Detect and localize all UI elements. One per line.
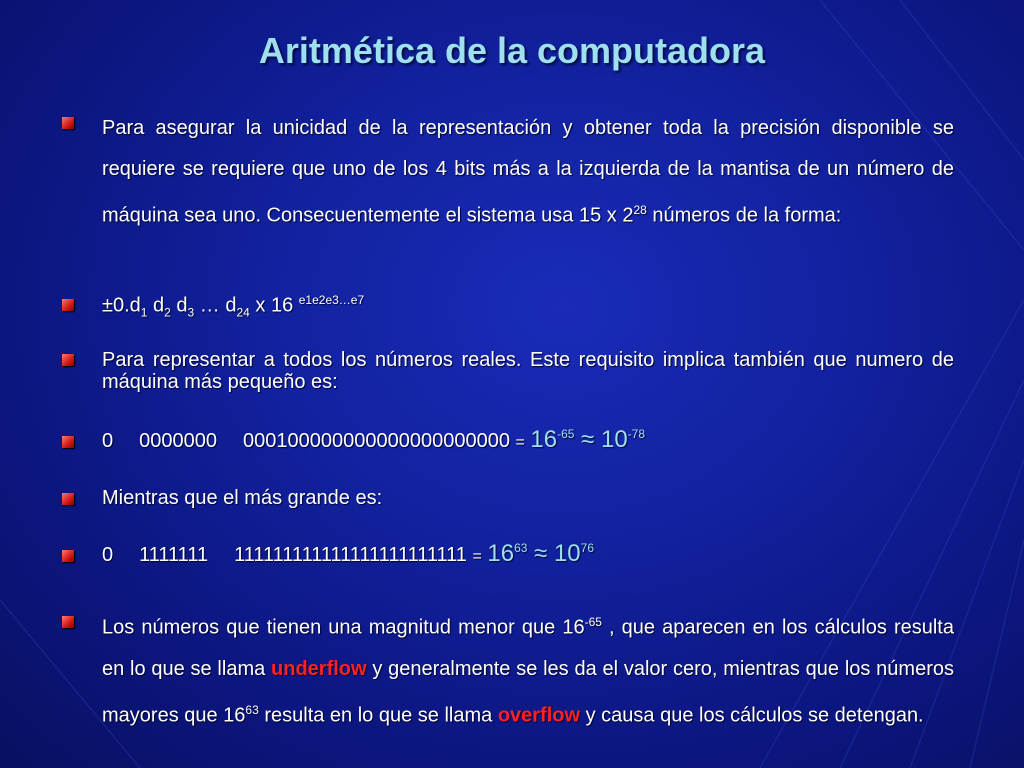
bullet-icon (62, 436, 74, 448)
paragraph-smallest-intro: Para representar a todos los números reales. Este requisito implica también que numero de máquina más pequeño es: (102, 349, 954, 393)
paragraph-underflow-overflow: Los números que tienen una magnitud menor que $16^{-65}$ , que aparecen en los cálculos resulta en lo que se llama underflow y generalmente se les da el valor cero, mientras que los números mayores que $16^{63}$ resulta en lo que se llama overflow y causa que los cálculos se detengan. (102, 615, 954, 727)
bullet-icon (62, 117, 74, 129)
bullet-icon (62, 299, 74, 311)
underflow-term: underflow (271, 657, 367, 680)
bullet-item-uniqueness (62, 108, 954, 237)
bullet-icon (62, 616, 74, 628)
bullet-item-largest-intro (62, 487, 954, 510)
bullet-icon (62, 354, 74, 366)
paragraph-uniqueness: Para asegurar la unicidad de la representación y obtener toda la precisión disponible se requiere se requiere que uno de los 4 bits más a la izquierda de la mantisa de un número de máquina sea uno. Consecuentemente el sistema usa 15 x $2^{28}$ números de la forma: (102, 117, 954, 227)
bullet-item-underflow-overflow (62, 602, 954, 736)
bullet-item-number-form (62, 293, 954, 320)
slide-title: Aritmética de la computadora (258, 30, 766, 71)
bullet-icon (62, 550, 74, 562)
bullet-icon (62, 493, 74, 505)
overflow-term: overflow (497, 704, 581, 727)
smallest-number-representation: 0 0000000 $000100000000000000000000 = 16^{-65} \approx 10^{-78}$ (102, 426, 646, 453)
number-form-formula: $\pm 0.d_1$ $d_2$ $d_3$ … $d_{24}$ x 16 $^{e1e2e3\dots e7}$ (102, 293, 365, 320)
bullet-item-largest-value (62, 540, 954, 568)
largest-number-representation: 0 1111111 $111111111111111111111111 = 16^{63} \approx 10^{76}$ (102, 540, 594, 567)
bullet-item-smallest-value (62, 426, 954, 454)
paragraph-largest-intro: Mientras que el más grande es: (102, 487, 383, 509)
bullet-item-smallest-intro (62, 349, 954, 393)
